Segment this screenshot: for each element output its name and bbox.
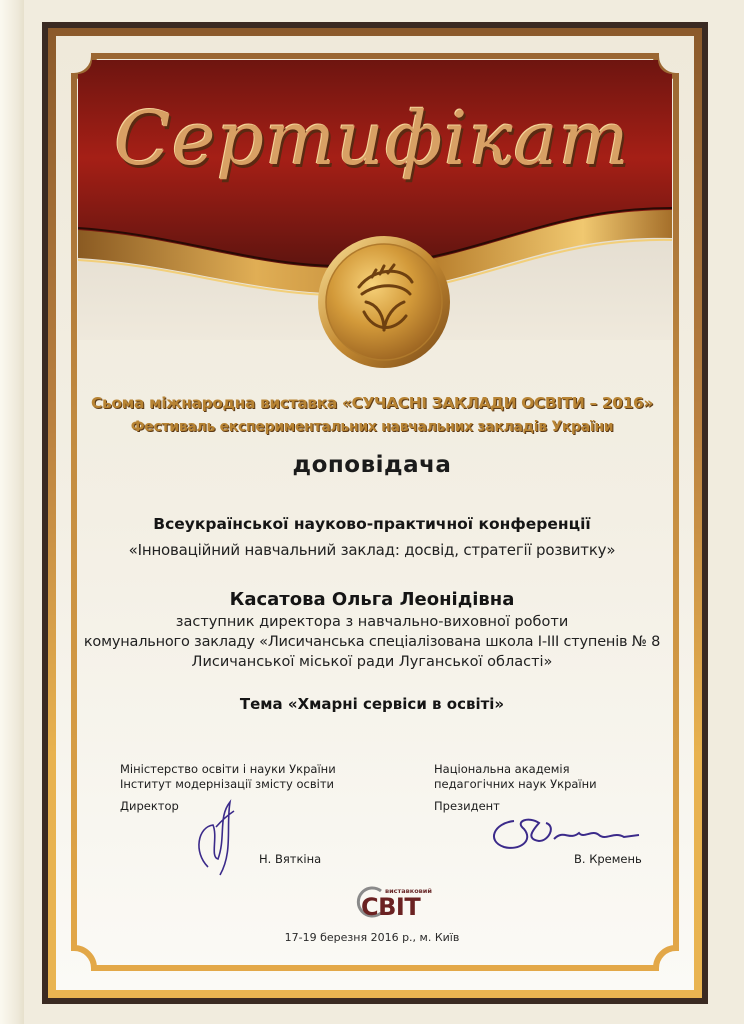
signature-left [188, 797, 248, 881]
certificate-title: Сертифікат [114, 96, 630, 182]
right-org-line-1: Національна академія [434, 762, 570, 776]
signatory-right [434, 762, 597, 814]
right-org-line-2: педагогічних наук України [434, 777, 597, 791]
event-line-1: Сьома міжнародна виставка «СУЧАСНІ ЗАКЛАДИ ОСВІТИ – 2016» [91, 394, 653, 412]
recipient-role: доповідача [292, 452, 452, 478]
report-topic: Тема «Хмарні сервіси в освіті» [239, 695, 505, 713]
recipient-name: Касатова Ольга Леонідівна [229, 589, 515, 610]
left-title: Директор [120, 799, 179, 813]
gold-medal-emblem [314, 232, 454, 372]
left-signatory-name: Н. Вяткіна [259, 852, 322, 866]
event-date-place: 17-19 березня 2016 р., м. Київ [284, 931, 460, 944]
left-org-line-1: Міністерство освіти і науки України [120, 762, 336, 776]
right-title: Президент [434, 799, 500, 813]
conference-title: «Інноваційний навчальний заклад: досвід, стратегії розвитку» [128, 541, 616, 559]
conference-label: Всеукраїнської науково-практичної конференції [153, 515, 591, 533]
position-line-1: заступник директора з навчально-виховної роботи [175, 614, 569, 630]
right-signatory-name: В. Кремень [574, 852, 642, 866]
logo-subtitle: виставковий [385, 887, 432, 895]
position-line-2: комунального закладу «Лисичанська спеціалізована школа І-ІІІ ступенів № 8 [83, 634, 661, 650]
position-line-3: Лисичанської міської ради Луганської області» [191, 654, 553, 670]
svit-logo: СВІТ [361, 893, 421, 921]
left-org-line-2: Інститут модернізації змісту освіти [120, 777, 335, 791]
event-line-2: Фестиваль експериментальних навчальних закладів України [130, 419, 614, 435]
